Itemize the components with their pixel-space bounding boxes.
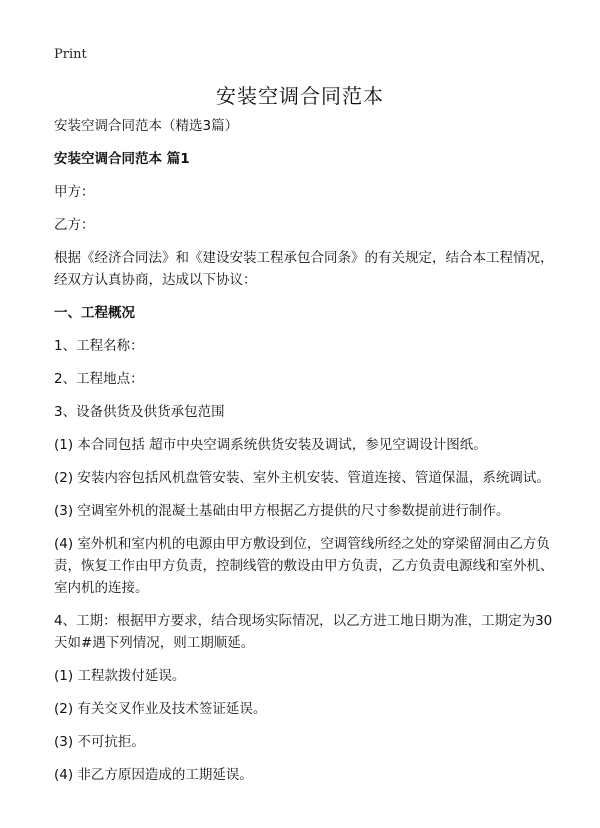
clause-4: (4) 室外机和室内机的电源由甲方敷设到位，空调管线所经之处的穿梁留洞由乙方负责，恢复工作由甲方负责，控制线管的敷设由甲方负责，乙方负责电源线和室外机、室内机的连接。 — [54, 536, 554, 596]
clause-1: (1) 本合同包括 超市中央空调系统供货安装及调试，参见空调设计图纸。 — [54, 437, 487, 453]
document-title: 安装空调合同范本 — [216, 84, 384, 108]
item-supply-scope: 3、设备供货及供货承包范围 — [54, 404, 225, 420]
party-b-line: 乙方： — [54, 217, 95, 233]
section-heading-part1: 安装空调合同范本 篇1 — [54, 151, 190, 167]
clause-2: (2) 安装内容包括风机盘管安装、室外主机安装、管道连接、管道保温，系统调试。 — [54, 470, 550, 486]
print-link[interactable]: Print — [54, 47, 87, 62]
item-project-location: 2、工程地点： — [54, 371, 144, 387]
heading-project-overview: 一、工程概况 — [54, 305, 135, 321]
delay-reason-4: (4) 非乙方原因造成的工期延误。 — [54, 767, 253, 783]
party-a-line: 甲方： — [54, 184, 95, 200]
subtitle: 安装空调合同范本（精选3篇） — [54, 118, 239, 134]
document-body — [54, 115, 554, 797]
preamble-paragraph: 根据《经济合同法》和《建设安装工程承包合同条》的有关规定，结合本工程情况，经双方认真协商，达成以下协议： — [54, 250, 554, 288]
item-project-name: 1、工程名称： — [54, 338, 144, 354]
delay-reason-2: (2) 有关交叉作业及技术签证延误。 — [54, 701, 267, 717]
clause-3: (3) 空调室外机的混凝土基础由甲方根据乙方提供的尺寸参数提前进行制作。 — [54, 503, 510, 519]
delay-reason-1: (1) 工程款拨付延误。 — [54, 668, 186, 684]
delay-reason-3: (3) 不可抗拒。 — [54, 734, 145, 750]
item-schedule: 4、工期：根据甲方要求，结合现场实际情况，以乙方进工地日期为准，工期定为30天如#遇下列情况，则工期顺延。 — [54, 613, 553, 651]
